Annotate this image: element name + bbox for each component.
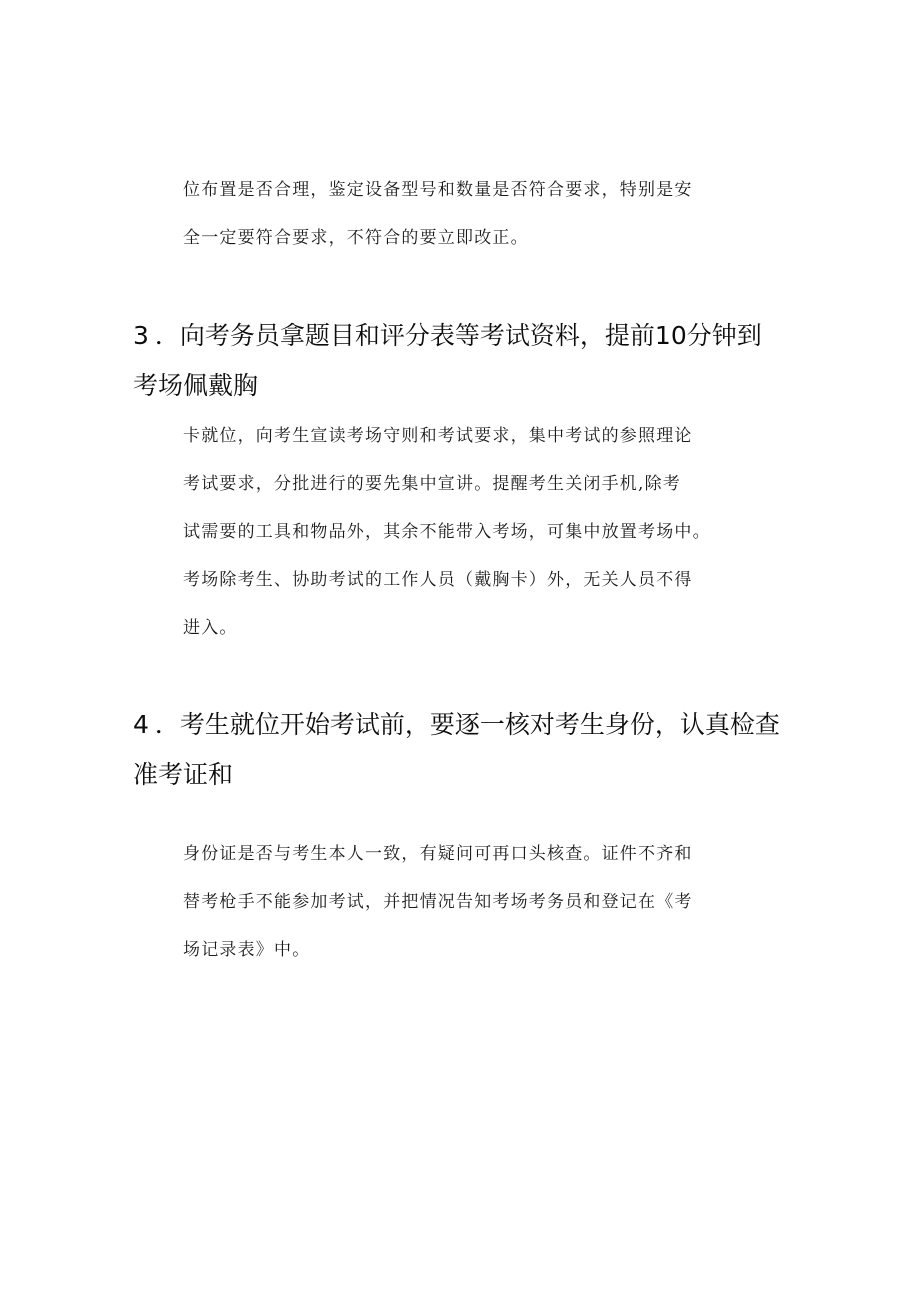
section-heading-4 [133, 700, 833, 800]
heading-text: ．向考务员拿题目和评分表等考试资料，提前10分钟到 [154, 321, 762, 350]
paragraph-line: 场记录表》中。 [183, 940, 311, 960]
paragraph-exam-rules [183, 412, 763, 652]
heading-line: 考场佩戴胸 [133, 371, 259, 400]
paragraph-venue-check [183, 166, 763, 262]
heading-line [133, 311, 833, 361]
heading-number: 4 [133, 710, 149, 739]
paragraph-line: 试需要的工具和物品外，其余不能带入考场，可集中放置考场中。 [183, 522, 711, 542]
section-heading-3 [133, 311, 833, 411]
paragraph-line: 位布置是否合理，鉴定设备型号和数量是否符合要求，特别是安 [183, 180, 693, 200]
paragraph-line: 卡就位，向考生宣读考场守则和考试要求，集中考试的参照理论 [183, 426, 693, 446]
heading-text: ．考生就位开始考试前，要逐一核对考生身份，认真检查 [154, 710, 780, 739]
heading-number: 3 [133, 321, 149, 350]
heading-line [133, 700, 833, 750]
paragraph-line: 全一定要符合要求，不符合的要立即改正。 [183, 228, 529, 248]
paragraph-identity-check [183, 830, 763, 974]
paragraph-line: 替考枪手不能参加考试，并把情况告知考场考务员和登记在《考 [183, 892, 693, 912]
heading-line: 准考证和 [133, 760, 234, 789]
paragraph-line: 考场除考生、协助考试的工作人员（戴胸卡）外，无关人员不得 [183, 570, 693, 590]
paragraph-line: 考试要求，分批进行的要先集中宣讲。提醒考生关闭手机,除考 [183, 474, 682, 494]
paragraph-line: 身份证是否与考生本人一致，有疑问可再口头核查。证件不齐和 [183, 844, 693, 864]
paragraph-line: 进入。 [183, 618, 238, 638]
